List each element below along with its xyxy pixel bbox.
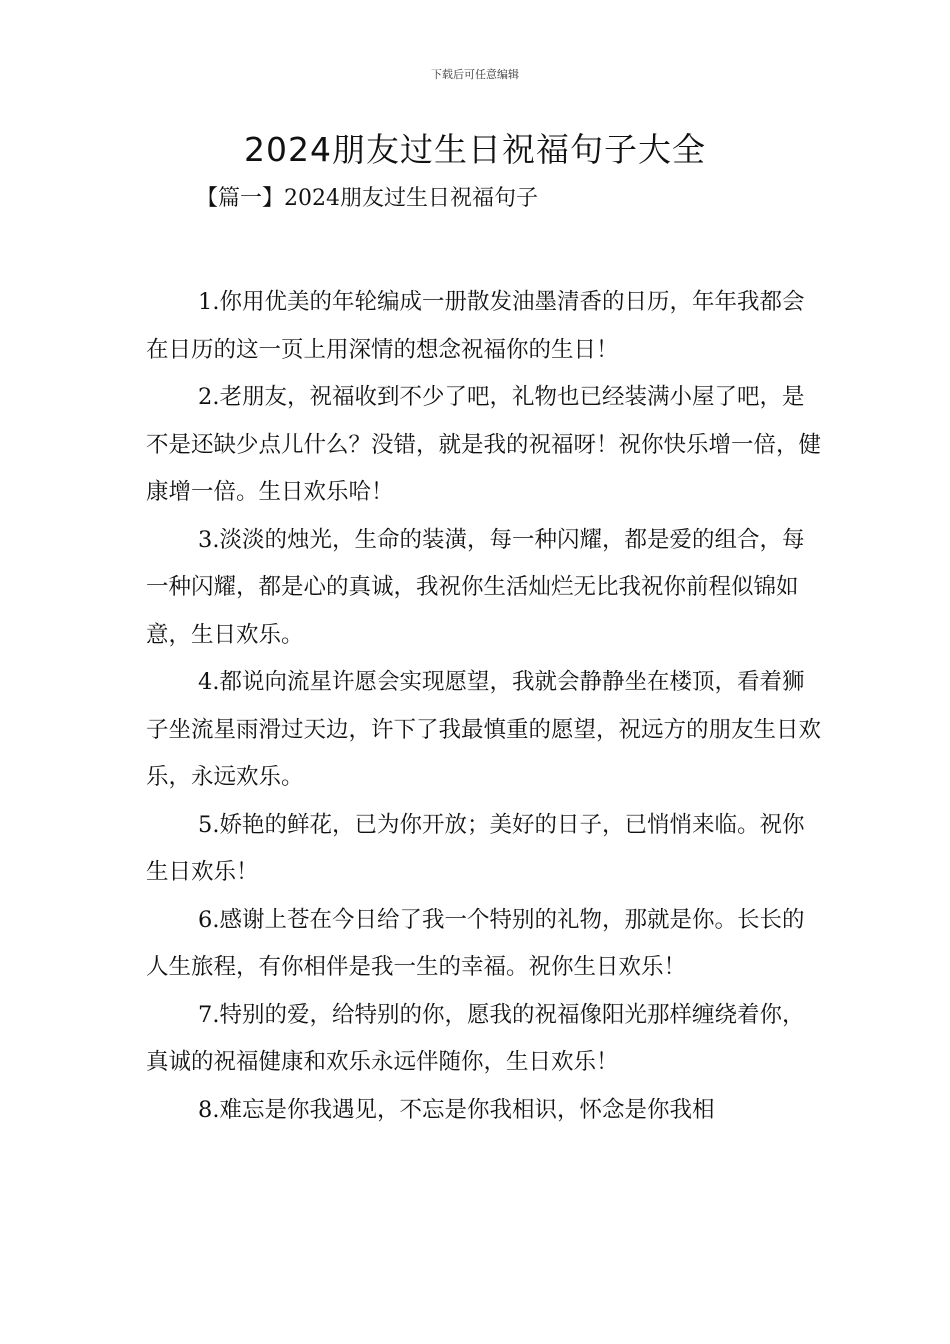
paragraph: 3.淡淡的烛光，生命的装潢，每一种闪耀，都是爱的组合，每一种闪耀，都是心的真诚，我祝你生活灿烂无比我祝你前程似锦如意，生日欢乐。 (146, 526, 805, 648)
header-note: 下载后可任意编辑 (431, 68, 519, 81)
document-title: 2024朋友过生日祝福句子大全 (244, 130, 706, 169)
paragraph: 6.感谢上苍在今日给了我一个特别的礼物，那就是你。长长的人生旅程，有你相伴是我一生的幸福。祝你生日欢乐！ (146, 906, 805, 980)
document-body (146, 279, 826, 1134)
paragraph: 4.都说向流星许愿会实现愿望，我就会静静坐在楼顶，看着狮子坐流星雨滑过天边，许下了我最慎重的愿望，祝远方的朋友生日欢乐，永远欢乐。 (146, 669, 822, 790)
paragraph: 7.特别的爱，给特别的你，愿我的祝福像阳光那样缠绕着你，真诚的祝福健康和欢乐永远伴随你，生日欢乐！ (146, 1001, 805, 1075)
paragraph: 2.老朋友，祝福收到不少了吧，礼物也已经装满小屋了吧，是不是还缺少点儿什么？没错，就是我的祝福呀！祝你快乐增一倍，健康增一倍。生日欢乐哈！ (146, 384, 822, 505)
paragraph: 5.娇艳的鲜花，已为你开放；美好的日子，已悄悄来临。祝你生日欢乐！ (146, 811, 805, 885)
section-heading: 【篇一】2024朋友过生日祝福句子 (196, 186, 538, 211)
paragraph: 1.你用优美的年轮编成一册散发油墨清香的日历，年年我都会在日历的这一页上用深情的想念祝福你的生日！ (146, 289, 805, 363)
paragraph: 8.难忘是你我遇见，不忘是你我相识，怀念是你我相 (198, 1096, 715, 1123)
